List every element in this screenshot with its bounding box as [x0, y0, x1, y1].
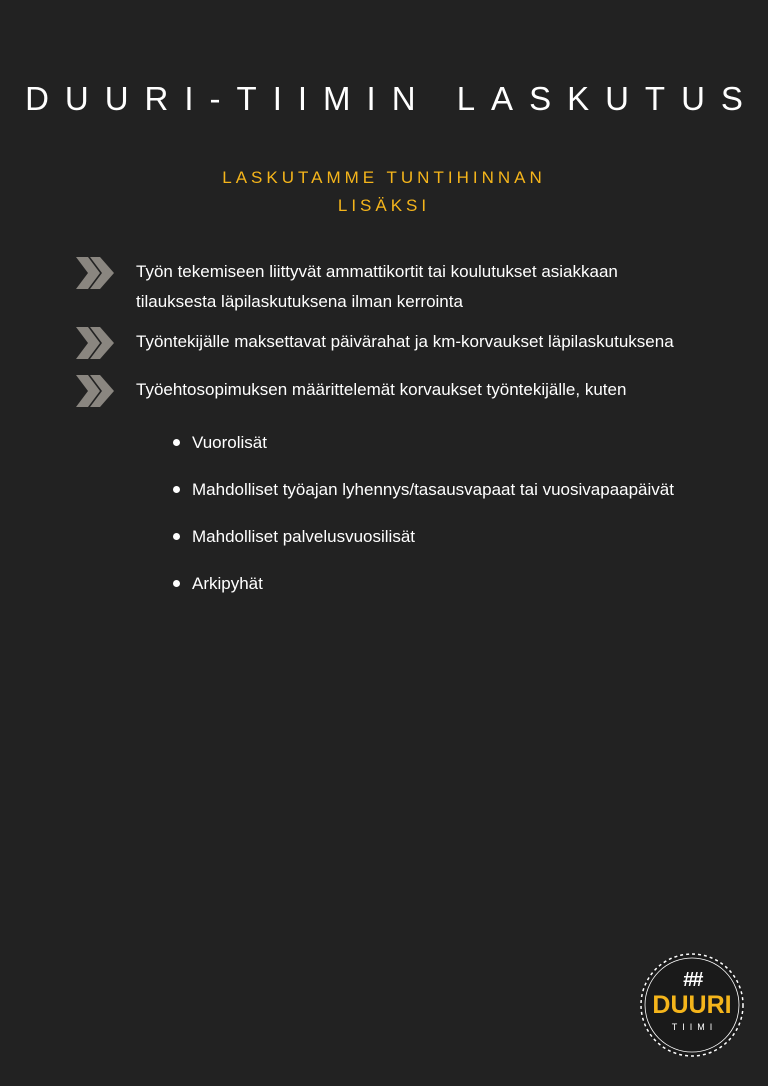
subtitle-line-1: LASKUTAMME TUNTIHINNAN — [222, 168, 546, 187]
bullet-item — [76, 327, 696, 375]
bullet-item — [76, 375, 696, 411]
bullet-text: Työntekijälle maksettavat päivärahat ja km-korvaukset läpilaskutuksena — [136, 332, 674, 351]
dot-icon — [173, 533, 180, 540]
page-title: DUURI-TIIMIN LASKUTUS — [25, 80, 759, 117]
sub-list-item — [170, 475, 710, 522]
sub-list — [170, 428, 710, 616]
duuri-tiimi-logo — [638, 951, 746, 1059]
logo-hash: ## — [682, 969, 702, 991]
bullet-text: Työn tekemiseen liittyvät ammattikortit tai koulutukset asiakkaan tilauksesta läpilaskutuksena ilman kerrointa — [136, 262, 618, 311]
double-chevron-right-icon — [76, 257, 116, 289]
sub-item-text: Mahdolliset työajan lyhennys/tasausvapaat tai vuosivapaapäivät — [192, 480, 674, 499]
subtitle — [0, 164, 768, 220]
sub-list-item — [170, 569, 710, 616]
sub-list-item — [170, 428, 710, 475]
double-chevron-right-icon — [76, 327, 116, 359]
sub-item-text: Vuorolisät — [192, 433, 267, 452]
sub-item-text: Arkipyhät — [192, 574, 263, 593]
sub-list-item — [170, 522, 710, 569]
bullet-text: Työehtosopimuksen määrittelemät korvaukset työntekijälle, kuten — [136, 380, 627, 399]
sub-item-text: Mahdolliset palvelusvuosilisät — [192, 527, 416, 546]
bullet-item — [76, 257, 696, 327]
logo-word: DUURI — [652, 991, 732, 1019]
bullet-list — [76, 257, 696, 411]
subtitle-line-2: LISÄKSI — [337, 196, 431, 215]
double-chevron-right-icon — [76, 375, 116, 407]
dot-icon — [173, 580, 180, 587]
logo-sub: TIIMI — [671, 1022, 718, 1032]
dot-icon — [173, 486, 180, 493]
dot-icon — [173, 439, 180, 446]
